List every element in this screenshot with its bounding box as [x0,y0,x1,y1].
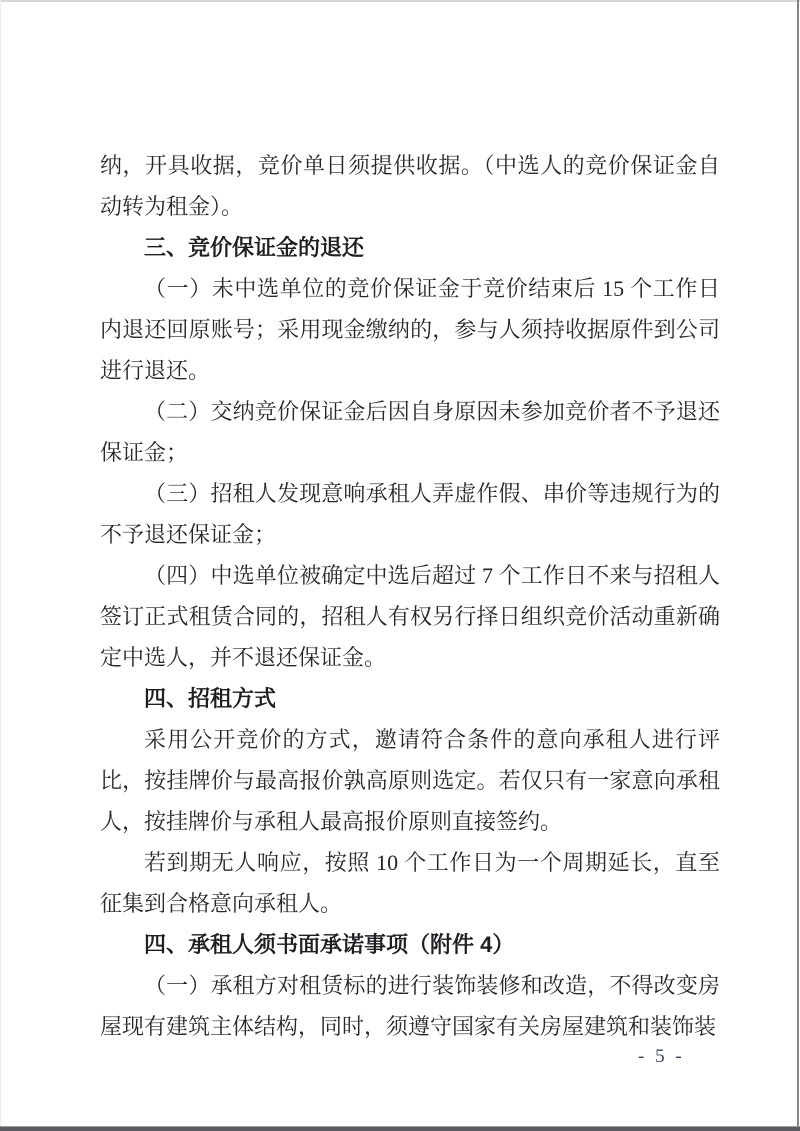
scan-edge-right [797,0,799,1131]
scan-edge-top [0,0,800,2]
clause-2-no-refund-absent-bidders: （二）交纳竞价保证金后因自身原因未参加竞价者不予退还保证金； [100,399,720,465]
heading-section-4-leasing-method: 四、招租方式 [144,686,277,711]
clause-1-renovation-rules: （一）承租方对租赁标的进行装饰装修和改造，不得改变房屋现有建筑主体结构，同时，须遵守国家有关房屋建筑和装饰装 [100,973,720,1039]
scan-edge-bottom [0,1126,800,1131]
heading-section-4-tenant-written-commitments: 四、承租人须书面承诺事项（附件 4） [144,932,515,957]
heading-section-3-deposit-refund: 三、竞价保证金的退还 [144,235,365,260]
clause-3-no-refund-fraud: （三）招租人发现意响承租人弄虚作假、串价等违规行为的不予退还保证金； [100,481,720,547]
clause-1-refund-unselected-bidders: （一）未中选单位的竞价保证金于竞价结束后 15 个工作日内退还回原账号；采用现金缴纳的，参与人须持收据原件到公司进行退还。 [100,276,720,383]
document-page-body [100,145,720,1047]
body-text-continuation: 纳，开具收据，竞价单日须提供收据。（中选人的竞价保证金自动转为租金）。 [100,153,720,219]
scan-edge-left [0,0,1,1131]
page-number: - 5 - [638,1046,685,1067]
para-extension-period: 若到期无人响应，按照 10 个工作日为一个周期延长，直至征集到合格意向承租人。 [100,850,720,916]
clause-4-no-refund-contract-default: （四）中选单位被确定中选后超过 7 个工作日不来与招租人签订正式租赁合同的，招租人有权另行择日组织竞价活动重新确定中选人，并不退还保证金。 [100,563,720,670]
para-open-bidding-method: 采用公开竞价的方式，邀请符合条件的意向承租人进行评比，按挂牌价与最高报价孰高原则选定。若仅只有一家意向承租人，按挂牌价与承租人最高报价原则直接签约。 [100,727,720,834]
